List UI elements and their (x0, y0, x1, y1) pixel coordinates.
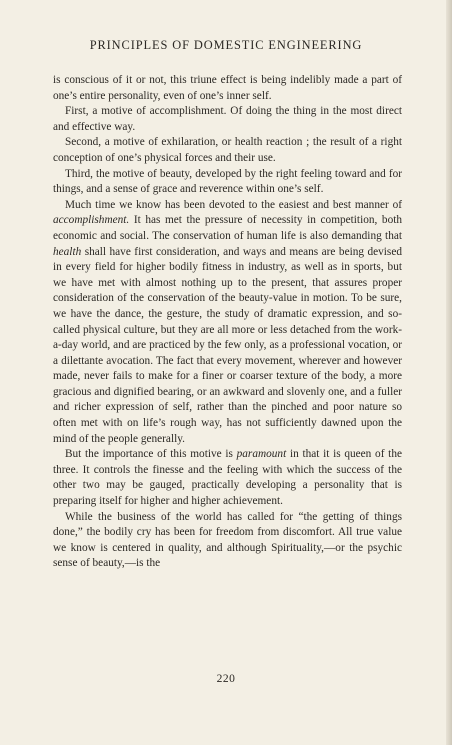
italic-text: paramount (236, 448, 287, 461)
paragraph (53, 198, 402, 448)
text-run: Much time we know has been devoted to the easiest and best manner of (65, 198, 402, 211)
paragraph (53, 135, 402, 166)
text-run: While the business of the world has called for “the getting of things done,” the bodily cry has been for freedom from discomfort. All true value we know is centered in quality, and although Spirituality,—or the psychic sense of beauty,—is the (53, 510, 402, 570)
text-run: First, a motive of accomplishment. Of doing the thing in the most direct and effective way. (53, 105, 402, 133)
text-run: Third, the motive of beauty, developed by the right feeling toward and for things, and a sense of grace and reverence within one’s self. (53, 167, 402, 196)
body-text (53, 73, 402, 572)
italic-text: accomplishment. (53, 214, 130, 227)
italic-text: health (53, 245, 82, 258)
paragraph (53, 510, 402, 572)
text-run: in that it is queen of the three. It controls the finesse and the feeling with which the success of the other two may be gauged, practically developing a personality that is preparing itself for higher and higher achievement. (53, 448, 402, 508)
paragraph (53, 167, 402, 198)
paragraph (53, 447, 402, 509)
paragraph (53, 104, 402, 135)
text-run: Second, a motive of exhilaration, or health reaction ; the result of a right conception of one’s physical forces and their use. (53, 136, 402, 164)
paragraph (53, 73, 402, 104)
running-head: PRINCIPLES OF DOMESTIC ENGINEERING (89, 38, 363, 52)
text-run: shall have first consideration, and ways and means are being devised in every field for higher bodily fitness in industry, as well as in sports, but we have met with almost nothing up to the present, that assures proper consideration of the conservation of the beauty-value in motion. To be sure, we have the dance, the gesture, the study of dramatic expression, and so-called physical culture, but they are all more or less detached from the work-a-day world, and are practiced by the few only, as a professional vocation, or a dilettante avocation. The fact that every movement, wherever and however made, never fails to make for a finer or coarser texture of the body, a more gracious and dignified bearing, or an awkward and slovenly one, and a fuller and richer expression of self, rather than the pinched and poor nature so often met with on life’s rough way, has not sufficiently dawned upon the mind of the people generally. (53, 245, 402, 445)
text-run: It has met the pressure of necessity in competition, both economic and social. The conservation of human life is also demanding that (53, 214, 402, 242)
text-run: But the importance of this motive is (65, 448, 237, 461)
page-number: 220 (216, 673, 236, 685)
text-run: is conscious of it or not, this triune effect is being indelibly made a part of one’s entire personality, even of one’s inner self. (53, 74, 402, 102)
page-edge (446, 0, 452, 745)
